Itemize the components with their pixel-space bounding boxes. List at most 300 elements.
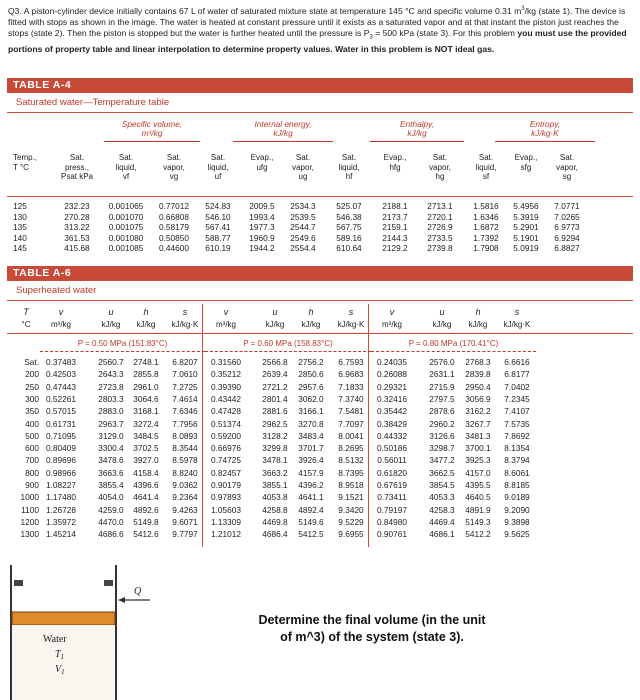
- table-a4-column-header: Sat. press., Psat kPa: [60, 153, 93, 181]
- table-a6-cell: 0.43442: [211, 393, 241, 404]
- table-a6-cell: 4259.0: [98, 504, 124, 515]
- table-a6-subtitle: Superheated water: [16, 285, 97, 296]
- table-a6-cell: 1.21012: [211, 529, 241, 540]
- table-a4-cell: 6.8827: [554, 243, 580, 254]
- table-a4-group-header: Internal energy, kJ/kg: [254, 119, 312, 138]
- table-a6-header-rule: [7, 333, 633, 334]
- table-a6-cell: 0.29321: [377, 381, 407, 392]
- table-a4-cell: 6.9294: [554, 232, 580, 243]
- table-a4-cell: 313.22: [64, 222, 90, 233]
- table-a4-column-header: Evap., hfg: [383, 153, 407, 172]
- table-a6-cell: 0.42503: [46, 369, 76, 380]
- table-a6-column-symbol: u: [108, 307, 114, 317]
- table-a4-cell: 0.001070: [108, 211, 144, 222]
- heat-arrow-head: [118, 597, 125, 603]
- table-a4-cell: 2173.7: [382, 211, 408, 222]
- table-a6-cell: 0.73411: [377, 492, 407, 503]
- table-a6-pressure-band: P = 0.50 MPa (151.83°C): [77, 339, 168, 348]
- table-a4-column-header: Sat. liquid, vf: [115, 153, 137, 181]
- table-a6-cell: 3168.1: [133, 406, 159, 417]
- table-a6-column-unit: m³/kg: [216, 320, 236, 329]
- table-a6-cell: 4158.4: [133, 467, 159, 478]
- table-a4-cell: 0.001075: [108, 222, 144, 233]
- table-a6-column-unit: kJ/kg·K: [171, 320, 199, 329]
- table-a6-cell: 6.6616: [504, 357, 530, 367]
- table-a6-cell: 3926.4: [298, 455, 324, 466]
- table-a4-cell: 140: [13, 232, 27, 243]
- table-a6-column-symbol: s: [514, 307, 520, 317]
- table-a6-cell: 0.52261: [46, 393, 76, 404]
- table-a6-cell: 1.35972: [46, 516, 76, 527]
- table-a6-cell: 8.5132: [338, 455, 364, 466]
- table-a6-cell: 2576.0: [429, 357, 455, 367]
- table-a6-cell: 7.5481: [338, 406, 364, 417]
- table-a4-group-underline: [104, 141, 200, 142]
- table-a4-cell: 525.07: [336, 201, 362, 211]
- table-a6-pressure-underline: [371, 351, 536, 353]
- table-a6-cell: 6.8207: [172, 357, 198, 367]
- table-a6-column-symbol: h: [143, 307, 149, 317]
- table-a6-cell: 7.5735: [504, 418, 530, 429]
- table-a4-cell: 7.0771: [554, 201, 580, 211]
- table-a6-cell: 3299.8: [262, 443, 288, 454]
- table-a6-cell: 7.0402: [504, 381, 530, 392]
- table-a6-cell: 2801.4: [262, 393, 288, 404]
- table-a4-cell: 5.4956: [513, 201, 539, 211]
- table-a6-cell: 2855.8: [133, 369, 159, 380]
- table-a4-cell: 589.16: [336, 232, 362, 243]
- table-a6-cell: 4469.8: [262, 516, 288, 527]
- table-a6-cell: 7.7097: [338, 418, 364, 429]
- table-a6-cell: 4469.4: [429, 516, 455, 527]
- temperature-label: $T_1$: [55, 649, 65, 661]
- table-a6-cell: 2950.4: [465, 381, 491, 392]
- table-a6-cell: 4396.2: [298, 480, 324, 490]
- table-a6-cell: 2631.1: [429, 369, 455, 380]
- table-a4-cell: 1.6872: [473, 222, 499, 233]
- table-a6-column-symbol: h: [475, 307, 481, 317]
- table-a4-cell: 5.2901: [513, 222, 539, 233]
- table-a6-column-unit: kJ/kg: [468, 320, 488, 329]
- table-a6-cell: 0.61820: [377, 467, 407, 478]
- table-a4-divider: [7, 112, 633, 113]
- table-a4-column-header: Sat. vapor, hg: [429, 153, 451, 181]
- table-a6-cell: 2961.0: [133, 381, 159, 392]
- table-a6-cell: 3272.4: [133, 418, 159, 429]
- table-a6-cell: 4641.4: [133, 492, 159, 503]
- table-a6-cell: 3662.5: [429, 467, 455, 478]
- table-a6-cell: 9.3420: [338, 504, 364, 515]
- heat-label: Q: [134, 586, 142, 597]
- volume-label: $V_1$: [55, 664, 65, 676]
- table-a6-column-symbol: u: [272, 307, 278, 317]
- table-a6-cell: 2850.6: [298, 369, 324, 380]
- table-a6-cell: 2748.1: [133, 357, 159, 367]
- table-a6-cell: 9.0362: [172, 480, 198, 490]
- table-a6-cell: 3062.0: [298, 393, 324, 404]
- table-a6-cell: 1300: [20, 529, 39, 540]
- table-a6-column-unit: m³/kg: [51, 320, 71, 329]
- table-a6-cell: 5149.8: [133, 516, 159, 527]
- table-a6-cell: 4641.1: [298, 492, 324, 503]
- table-a4-cell: 145: [13, 243, 27, 254]
- table-a4-cell: 7.0265: [554, 211, 580, 222]
- table-a6-cell: 7.4614: [172, 393, 198, 404]
- table-a6-cell: 0.44332: [377, 430, 407, 441]
- table-a4-cell: 5.0919: [513, 243, 539, 254]
- table-a4-cell: 1993.4: [249, 211, 275, 222]
- table-a6-cell: 0.32416: [377, 393, 407, 404]
- table-a6-column-unit: kJ/kg: [265, 320, 285, 329]
- table-a6-cell: 3064.6: [133, 393, 159, 404]
- table-a6-cell: 4686.6: [98, 529, 124, 540]
- table-a6-cell: 0.90179: [211, 480, 241, 490]
- table-a6-cell: 4892.6: [133, 504, 159, 515]
- table-a6-cell: 2756.2: [298, 357, 324, 367]
- table-a4-group-underline: [495, 141, 595, 142]
- table-a6-pressure-band: P = 0.80 MPa (170.41°C): [408, 339, 499, 348]
- table-a4-header-rule: [7, 196, 633, 197]
- table-a6-cell: 7.6346: [172, 406, 198, 417]
- table-a6-cell: 2797.5: [429, 393, 455, 404]
- table-a6-cell: 7.1833: [338, 381, 364, 392]
- table-a6-cell: 2962.5: [262, 418, 288, 429]
- table-a4-column-header: Sat. vapor, sg: [556, 153, 578, 181]
- table-a6-cell: 3663.6: [98, 467, 124, 478]
- table-a4-cell: 415.68: [64, 243, 90, 254]
- table-a6-cell: 8.7395: [338, 467, 364, 478]
- table-a6-cell: 0.24035: [377, 357, 407, 367]
- table-a6-cell: 2878.6: [429, 406, 455, 417]
- table-a6-cell: 0.57015: [46, 406, 76, 417]
- table-a6-cell: 0.38429: [377, 418, 407, 429]
- table-a4-cell: 0.66808: [159, 211, 189, 222]
- table-a4-cell: 361.53: [64, 232, 90, 243]
- table-a6-cell: 1.26728: [46, 504, 76, 515]
- table-a6-cell: 9.1521: [338, 492, 364, 503]
- table-a6-cell: 4053.3: [429, 492, 455, 503]
- table-a6-cell: 5149.6: [298, 516, 324, 527]
- question-text: Q3. A piston-cylinder device initially contains 67 L of water of saturated mixture state at temperature 145 °C and specific volume 0.31 $m^3/kg$ (state 1). The device is fitted with stops as shown in the image. The water is heated at constant pressure until it exists as a saturated vapor and at that instant the piston just reaches the stops (state 2). Then the piston is stopped but the water is further heated until the pressure is $P_3 = 500$ kPa (state 3). For this problem you must use the provided portions of property table and linear interpolation to determine property values. Water in this problem is NOT ideal gas.: [8, 5, 627, 55]
- table-a6-cell: 4157.9: [298, 467, 324, 478]
- table-a6-cell: 2715.9: [429, 381, 455, 392]
- table-a6-cell: 3478.1: [262, 455, 288, 466]
- piston: [12, 612, 115, 625]
- table-a6-cell: 2643.3: [98, 369, 124, 380]
- table-a6-cell: 0.59200: [211, 430, 241, 441]
- table-a6-cell: 1.05603: [211, 504, 241, 515]
- table-a6-cell: 900: [25, 480, 39, 490]
- table-a6-column-symbol: h: [308, 307, 314, 317]
- table-a4-cell: 5.1901: [513, 232, 539, 243]
- table-a6-cell: 9.4263: [172, 504, 198, 515]
- table-a4-cell: 6.9773: [554, 222, 580, 233]
- table-a6-cell: 250: [25, 381, 39, 392]
- table-a6-cell: 3483.4: [298, 430, 324, 441]
- table-a6-cell: 6.9683: [338, 369, 364, 380]
- table-a6-cell: 500: [25, 430, 39, 441]
- stop-left: [14, 580, 23, 586]
- table-a6-cell: 3267.7: [465, 418, 491, 429]
- stop-right: [104, 580, 113, 586]
- table-a6-pressure-band: P = 0.60 MPa (158.83°C): [243, 339, 333, 348]
- table-a6-cell: 4054.0: [98, 492, 124, 503]
- table-a6-cell: 9.2364: [172, 492, 198, 503]
- table-a6-cell: 3701.7: [298, 443, 324, 454]
- table-a6-title: TABLE A-6: [7, 266, 633, 281]
- table-a6-column-unit: °C: [21, 320, 31, 329]
- table-a6-cell: 4157.0: [465, 467, 491, 478]
- table-a4-cell: 5.3919: [513, 211, 539, 222]
- table-a6-cell: 0.35212: [211, 369, 241, 380]
- table-a6-cell: 7.4107: [504, 406, 530, 417]
- table-a6-cell: 0.56011: [377, 455, 407, 466]
- table-a6-cell: 3126.6: [429, 430, 455, 441]
- table-a6-cell: 0.66976: [211, 443, 241, 454]
- table-a4-column-header: Sat. liquid, sf: [475, 153, 497, 181]
- table-a6-cell: 0.26088: [377, 369, 407, 380]
- table-a6-cell: 7.8692: [504, 430, 530, 441]
- table-a6-cell: 800: [25, 467, 39, 478]
- table-a4-cell: 2534.3: [290, 201, 316, 211]
- table-a6-cell: 5149.3: [465, 516, 491, 527]
- table-a4-cell: 567.41: [205, 222, 231, 233]
- table-a4-cell: 130: [13, 211, 27, 222]
- table-a6-pressure-underline: [40, 351, 205, 353]
- table-a6-cell: 0.61731: [46, 418, 76, 429]
- table-a6-cell: 2560.7: [98, 357, 124, 367]
- table-a6-cell: 3854.5: [429, 480, 455, 490]
- table-a4-cell: 0.44600: [159, 243, 189, 254]
- table-a6-cell: 2639.4: [262, 369, 288, 380]
- table-a4-cell: 0.58179: [159, 222, 189, 233]
- table-a4-cell: 610.64: [336, 243, 362, 254]
- table-a6-cell: 3298.7: [429, 443, 455, 454]
- table-a6-cell: 3166.1: [298, 406, 324, 417]
- table-a6-cell: 600: [25, 443, 39, 454]
- table-a6-cell: 0.50186: [377, 443, 407, 454]
- table-a6-column-symbol: s: [348, 307, 354, 317]
- table-a6-cell: 7.2725: [172, 381, 198, 392]
- table-a4-column-header: Evap., ufg: [250, 153, 274, 172]
- table-a4-column-header: Sat. liquid, hf: [338, 153, 360, 181]
- table-a4-cell: 2144.3: [382, 232, 408, 243]
- table-a6-cell: 8.8185: [504, 480, 530, 490]
- table-a6-cell: 4686.1: [429, 529, 455, 540]
- table-a6-cell: 4258.8: [262, 504, 288, 515]
- table-a6-cell: 0.47428: [211, 406, 241, 417]
- table-a6-cell: 4396.6: [133, 480, 159, 490]
- table-a4-cell: 0.77012: [159, 201, 189, 211]
- table-a4-group-header: Enthalpy, kJ/kg: [400, 119, 434, 138]
- table-a6-cell: 8.9518: [338, 480, 364, 490]
- table-a6-cell: 400: [25, 418, 39, 429]
- table-a4-cell: 1.6346: [473, 211, 499, 222]
- table-a6-cell: 3481.3: [465, 430, 491, 441]
- table-a6-cell: 3300.4: [98, 443, 124, 454]
- water-label: Water: [43, 634, 67, 645]
- table-a4-cell: 2733.5: [427, 232, 453, 243]
- table-a6-cell: 700: [25, 455, 39, 466]
- table-a6-column-unit: kJ/kg: [101, 320, 121, 329]
- table-a6-cell: 4892.4: [298, 504, 324, 515]
- table-a4-cell: 232.23: [64, 201, 90, 211]
- table-a6-cell: 3702.5: [133, 443, 159, 454]
- table-a6-cell: 8.5978: [172, 455, 198, 466]
- table-a6-cell: 7.3740: [338, 393, 364, 404]
- table-a4-cell: 2720.1: [427, 211, 453, 222]
- table-a6-cell: 4395.5: [465, 480, 491, 490]
- table-a6-cell: 3056.9: [465, 393, 491, 404]
- table-a6-column-symbol: v: [223, 307, 229, 317]
- table-a6-cell: 1.17480: [46, 492, 76, 503]
- table-a4-cell: 0.001085: [108, 243, 144, 254]
- table-a6-column-unit: m³/kg: [382, 320, 402, 329]
- table-a4-cell: 524.83: [205, 201, 231, 211]
- table-a4-cell: 2544.7: [290, 222, 316, 233]
- table-a4-cell: 2539.5: [290, 211, 316, 222]
- table-a6-column-unit: kJ/kg·K: [337, 320, 365, 329]
- table-a6-cell: 0.90761: [377, 529, 407, 540]
- table-a6-cell: 4258.3: [429, 504, 455, 515]
- table-a6-cell: 3484.5: [133, 430, 159, 441]
- table-a4-group-header: Specific volume, m³/kg: [121, 119, 183, 138]
- table-a6-cell: 2723.8: [98, 381, 124, 392]
- table-a6-cell: 0.37483: [46, 357, 76, 367]
- table-a6-cell: 300: [25, 393, 39, 404]
- table-a6-cell: 4053.8: [262, 492, 288, 503]
- table-a6-cell: 3128.2: [262, 430, 288, 441]
- table-a6-cell: 1100: [21, 504, 39, 515]
- piston-cylinder-diagram: [0, 560, 200, 700]
- table-a4-cell: 1944.2: [249, 243, 275, 254]
- table-a6-cell: 1200: [20, 516, 39, 527]
- table-a4-cell: 0.50850: [159, 232, 189, 243]
- table-a4-title: TABLE A-4: [7, 78, 633, 93]
- table-a4-cell: 135: [13, 222, 27, 233]
- table-a6-cell: 2881.6: [262, 406, 288, 417]
- table-a6-cell: 2803.3: [98, 393, 124, 404]
- table-a4-cell: 2009.5: [249, 201, 275, 211]
- table-a6-cell: 1000: [20, 492, 39, 503]
- table-a6-cell: 3855.1: [262, 480, 288, 490]
- table-a6-cell: 0.89696: [46, 455, 76, 466]
- table-a6-cell: 2721.2: [262, 381, 288, 392]
- table-a6-column-unit: kJ/kg: [301, 320, 321, 329]
- table-a6-cell: 8.6061: [504, 467, 530, 478]
- table-a6-cell: 1.45214: [46, 529, 76, 540]
- table-a4-group-underline: [370, 141, 464, 142]
- table-a4-column-header: Sat. vapor, ug: [292, 153, 314, 181]
- table-a6-cell: 0.35442: [377, 406, 407, 417]
- table-a4-cell: 270.28: [64, 211, 90, 222]
- table-a6-cell: 2960.2: [429, 418, 455, 429]
- table-a6-cell: 8.2695: [338, 443, 364, 454]
- table-a4-column-header: Sat. liquid, uf: [207, 153, 229, 181]
- table-a6-cell: 3477.2: [429, 455, 455, 466]
- table-a6-cell: 0.74725: [211, 455, 241, 466]
- table-a4-cell: 546.10: [205, 211, 231, 222]
- table-a6-cell: 8.0041: [338, 430, 364, 441]
- question-prompt: Determine the final volume (in the unit of m^3) of the system (state 3).: [258, 613, 486, 644]
- table-a6-cell: 2957.6: [298, 381, 324, 392]
- table-a6-cell: 1.08227: [46, 480, 76, 490]
- table-a6-cell: 8.3544: [172, 443, 198, 454]
- table-a6-cell: 9.2090: [504, 504, 530, 515]
- table-a6-cell: 0.84980: [377, 516, 407, 527]
- table-a4-group-header: Entropy, kJ/kg·K: [529, 119, 561, 138]
- table-a6-cell: 0.67619: [377, 480, 407, 490]
- table-a4-cell: 588.77: [205, 232, 231, 243]
- table-a6-column-symbol: v: [58, 307, 64, 317]
- table-a6-column-unit: kJ/kg: [136, 320, 156, 329]
- table-a6-cell: 3478.6: [98, 455, 124, 466]
- table-a6-cell: 350: [25, 406, 39, 417]
- table-a4-cell: 1.7392: [473, 232, 499, 243]
- table-a6-cell: 7.7956: [172, 418, 198, 429]
- table-a6-cell: 5412.5: [298, 529, 324, 540]
- table-a4-cell: 610.19: [205, 243, 231, 254]
- table-a6-cell: 9.5625: [504, 529, 530, 540]
- table-a6-cell: 2883.0: [98, 406, 124, 417]
- table-a4-cell: 2726.9: [427, 222, 453, 233]
- table-a6-column-symbol: v: [389, 307, 395, 317]
- table-a6-cell: 2839.8: [465, 369, 491, 380]
- table-a6-cell: 9.7797: [172, 529, 198, 540]
- table-a4-column-header: Sat. vapor, vg: [163, 153, 185, 181]
- table-a6-cell: 7.0610: [172, 369, 198, 380]
- table-a4-cell: 2159.1: [382, 222, 408, 233]
- table-a4-cell: 2129.2: [382, 243, 408, 254]
- table-a4-cell: 2739.8: [427, 243, 453, 254]
- table-a4-cell: 1.7908: [473, 243, 499, 254]
- table-a6-cell: 9.6071: [172, 516, 198, 527]
- table-a6-cell: 1.13309: [211, 516, 241, 527]
- table-a6-cell: 0.82457: [211, 467, 241, 478]
- table-a4-column-header: Evap., sfg: [514, 153, 538, 172]
- table-a6-cell: 8.3794: [504, 455, 530, 466]
- table-a6-cell: 0.47443: [46, 381, 76, 392]
- table-a6-cell: 9.0189: [504, 492, 530, 503]
- table-a6-column-unit: kJ/kg·K: [503, 320, 531, 329]
- table-a6-column-unit: kJ/kg: [432, 320, 452, 329]
- table-a6-cell: 8.0893: [172, 430, 198, 441]
- table-a4-cell: 1960.9: [249, 232, 275, 243]
- table-a4-column-header: Temp., T °C: [13, 153, 38, 172]
- table-a4-cell: 2713.1: [427, 201, 453, 211]
- table-a6-cell: 0.79197: [377, 504, 407, 515]
- table-a6-cell: 3855.4: [98, 480, 124, 490]
- table-a4-cell: 1977.3: [249, 222, 275, 233]
- table-a6-cell: 7.2345: [504, 393, 530, 404]
- table-a6-cell: 9.5229: [338, 516, 364, 527]
- table-a6-cell: 8.1354: [504, 443, 530, 454]
- table-a6-cell: 4640.5: [465, 492, 491, 503]
- table-a4-group-underline: [233, 141, 333, 142]
- table-a6-cell: 0.98966: [46, 467, 76, 478]
- table-a6-cell: 3270.8: [298, 418, 324, 429]
- table-a6-column-symbol: s: [182, 307, 188, 317]
- table-a6-cell: 0.80409: [46, 443, 76, 454]
- table-a6-cell: 4470.0: [98, 516, 124, 527]
- table-a4-cell: 1.5816: [473, 201, 499, 211]
- table-a6-pressure-underline: [205, 351, 371, 353]
- table-a6-cell: 0.97893: [211, 492, 241, 503]
- table-a6-cell: 4686.4: [262, 529, 288, 540]
- table-a6-cell: 2963.7: [98, 418, 124, 429]
- table-a6-cell: 3700.1: [465, 443, 491, 454]
- table-a6-cell: 3663.2: [262, 467, 288, 478]
